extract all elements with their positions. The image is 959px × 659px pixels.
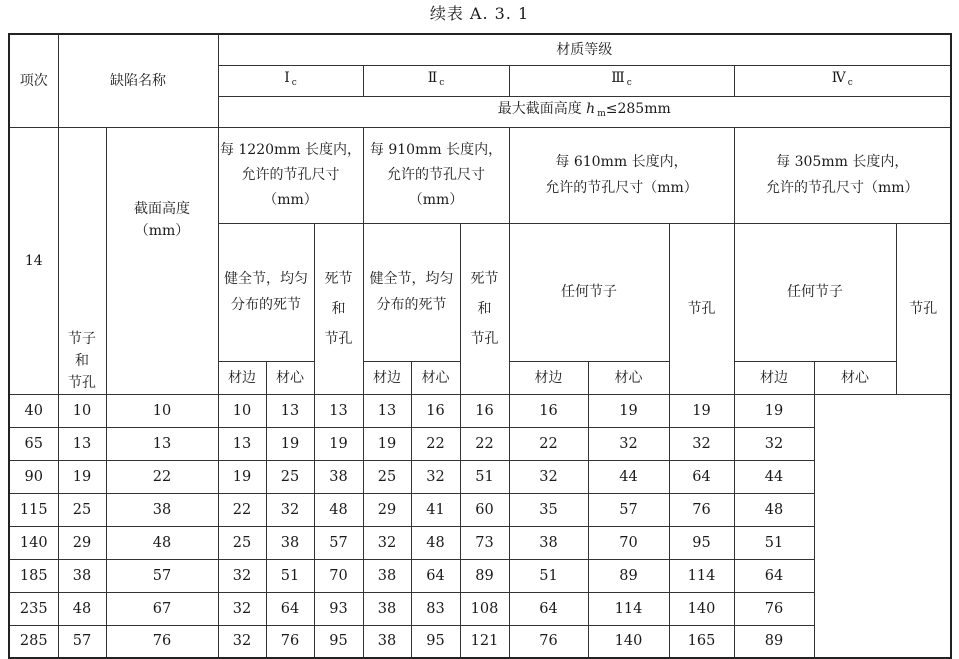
grade-3c: Ⅲ $_c$ <box>509 65 734 96</box>
value-cell-iv-center: 95 <box>669 526 734 559</box>
value-cell-iv-center: 64 <box>669 460 734 493</box>
value-cell-ii-dead-knot: 32 <box>363 526 411 559</box>
value-cell-iii-edge: 16 <box>411 394 460 427</box>
value-cell-ii-dead-knot: 19 <box>363 427 411 460</box>
value-cell-iv-knot-hole: 48 <box>734 493 814 526</box>
center-header-3: 材心 <box>588 361 669 394</box>
value-cell-i-dead-knot: 32 <box>218 592 266 625</box>
grade-2c: Ⅱ $_c$ <box>363 65 509 96</box>
defect-name-header: 缺陷名称 <box>58 34 218 127</box>
value-cell-i-edge: 38 <box>58 559 106 592</box>
edge-header-2: 材边 <box>363 361 411 394</box>
value-cell-ii-dead-knot: 29 <box>363 493 411 526</box>
value-cell-i-center: 48 <box>106 526 218 559</box>
item-number: 14 <box>9 127 58 394</box>
material-grade-header: 材质等级 <box>218 34 951 65</box>
value-cell-iv-center: 32 <box>669 427 734 460</box>
value-cell-iii-center: 108 <box>460 592 509 625</box>
knot-table <box>8 33 952 659</box>
value-cell-iii-center: 22 <box>460 427 509 460</box>
section-height-cell: 115 <box>9 493 58 526</box>
per-length-305: 每 305mm 长度内， 允许的节孔尺寸（mm） <box>734 127 951 223</box>
knot-hole-header-3: 节孔 <box>669 223 734 394</box>
value-cell-ii-edge: 13 <box>266 394 314 427</box>
value-cell-iii-edge: 41 <box>411 493 460 526</box>
section-height-cell: 140 <box>9 526 58 559</box>
value-cell-iv-edge: 89 <box>588 559 669 592</box>
value-cell-i-center: 57 <box>106 559 218 592</box>
value-cell-iii-center: 121 <box>460 625 509 658</box>
value-cell-iv-edge: 19 <box>588 394 669 427</box>
item-no-header: 项次 <box>9 34 58 127</box>
section-height-cell: 90 <box>9 460 58 493</box>
section-height-cell: 185 <box>9 559 58 592</box>
value-cell-iv-knot-hole: 19 <box>734 394 814 427</box>
value-cell-iv-edge: 140 <box>588 625 669 658</box>
value-cell-iv-knot-hole: 89 <box>734 625 814 658</box>
value-cell-i-center: 22 <box>106 460 218 493</box>
value-cell-i-center: 76 <box>106 625 218 658</box>
sound-knot-header-1: 健全节，均匀 分布的死节 <box>218 223 314 361</box>
value-cell-i-edge: 25 <box>58 493 106 526</box>
value-cell-ii-center: 48 <box>314 493 363 526</box>
table-title: 续表 A. 3. 1 <box>429 4 530 23</box>
table-row <box>9 460 951 493</box>
value-cell-iii-knot-hole: 51 <box>509 559 588 592</box>
value-cell-i-dead-knot: 25 <box>218 526 266 559</box>
value-cell-i-center: 38 <box>106 493 218 526</box>
value-cell-i-dead-knot: 22 <box>218 493 266 526</box>
value-cell-i-dead-knot: 32 <box>218 625 266 658</box>
value-cell-iv-knot-hole: 51 <box>734 526 814 559</box>
value-cell-ii-center: 57 <box>314 526 363 559</box>
value-cell-i-dead-knot: 19 <box>218 460 266 493</box>
value-cell-iv-edge: 32 <box>588 427 669 460</box>
value-cell-i-edge: 10 <box>58 394 106 427</box>
value-cell-ii-edge: 38 <box>266 526 314 559</box>
value-cell-iv-center: 114 <box>669 559 734 592</box>
value-cell-i-edge: 13 <box>58 427 106 460</box>
value-cell-iii-center: 73 <box>460 526 509 559</box>
value-cell-ii-center: 38 <box>314 460 363 493</box>
table-row <box>9 493 951 526</box>
per-length-1220: 每 1220mm 长度内， 允许的节孔尺寸 （mm） <box>218 127 363 223</box>
value-cell-i-edge: 29 <box>58 526 106 559</box>
value-cell-iii-edge: 22 <box>411 427 460 460</box>
value-cell-iv-edge: 57 <box>588 493 669 526</box>
value-cell-i-edge: 48 <box>58 592 106 625</box>
per-length-610: 每 610mm 长度内， 允许的节孔尺寸（mm） <box>509 127 734 223</box>
value-cell-iv-center: 165 <box>669 625 734 658</box>
value-cell-ii-center: 93 <box>314 592 363 625</box>
value-cell-ii-center: 19 <box>314 427 363 460</box>
any-knot-header-3: 任何节子 <box>509 223 669 361</box>
value-cell-iii-edge: 32 <box>411 460 460 493</box>
value-cell-iii-knot-hole: 22 <box>509 427 588 460</box>
dead-knot-header-1: 死节 和 节孔 <box>314 223 363 394</box>
table-row <box>9 592 951 625</box>
value-cell-ii-center: 70 <box>314 559 363 592</box>
value-cell-iii-knot-hole: 76 <box>509 625 588 658</box>
edge-header-4: 材边 <box>734 361 814 394</box>
value-cell-iv-center: 19 <box>669 394 734 427</box>
value-cell-iv-center: 76 <box>669 493 734 526</box>
value-cell-ii-edge: 32 <box>266 493 314 526</box>
value-cell-ii-edge: 25 <box>266 460 314 493</box>
value-cell-iii-center: 51 <box>460 460 509 493</box>
value-cell-ii-center: 95 <box>314 625 363 658</box>
section-height-cell: 40 <box>9 394 58 427</box>
value-cell-ii-dead-knot: 38 <box>363 559 411 592</box>
value-cell-iii-edge: 64 <box>411 559 460 592</box>
value-cell-iv-knot-hole: 64 <box>734 559 814 592</box>
value-cell-iv-knot-hole: 44 <box>734 460 814 493</box>
value-cell-i-edge: 19 <box>58 460 106 493</box>
data-rows <box>9 394 951 658</box>
item-name: 节子 和 节孔 <box>58 127 106 394</box>
value-cell-iii-knot-hole: 16 <box>509 394 588 427</box>
section-height-cell: 65 <box>9 427 58 460</box>
value-cell-ii-edge: 76 <box>266 625 314 658</box>
grade-4c: Ⅳ $_c$ <box>734 65 951 96</box>
table-row <box>9 394 951 427</box>
section-height-cell: 285 <box>9 625 58 658</box>
max-height-header: 最大截面高度 h $_m$≤285mm <box>218 96 951 127</box>
sound-knot-header-2: 健全节，均匀 分布的死节 <box>363 223 460 361</box>
value-cell-i-dead-knot: 13 <box>218 427 266 460</box>
value-cell-iv-edge: 114 <box>588 592 669 625</box>
value-cell-ii-dead-knot: 13 <box>363 394 411 427</box>
value-cell-i-edge: 57 <box>58 625 106 658</box>
value-cell-iii-knot-hole: 32 <box>509 460 588 493</box>
table-row <box>9 559 951 592</box>
grade-1c: Ⅰ $_c$ <box>218 65 363 96</box>
value-cell-iv-edge: 70 <box>588 526 669 559</box>
edge-header-1: 材边 <box>218 361 266 394</box>
value-cell-ii-edge: 51 <box>266 559 314 592</box>
center-header-4: 材心 <box>814 361 896 394</box>
value-cell-ii-edge: 64 <box>266 592 314 625</box>
value-cell-ii-dead-knot: 25 <box>363 460 411 493</box>
value-cell-i-center: 13 <box>106 427 218 460</box>
dead-knot-header-2: 死节 和 节孔 <box>460 223 509 394</box>
value-cell-i-center: 10 <box>106 394 218 427</box>
value-cell-iii-knot-hole: 64 <box>509 592 588 625</box>
value-cell-iv-center: 140 <box>669 592 734 625</box>
value-cell-iv-knot-hole: 76 <box>734 592 814 625</box>
section-height-header: 截面高度 （mm） <box>106 127 218 394</box>
value-cell-ii-dead-knot: 38 <box>363 625 411 658</box>
value-cell-iii-knot-hole: 35 <box>509 493 588 526</box>
table-row <box>9 427 951 460</box>
value-cell-iii-center: 89 <box>460 559 509 592</box>
value-cell-iii-edge: 95 <box>411 625 460 658</box>
edge-header-3: 材边 <box>509 361 588 394</box>
value-cell-i-dead-knot: 32 <box>218 559 266 592</box>
value-cell-iii-center: 16 <box>460 394 509 427</box>
table-row <box>9 526 951 559</box>
value-cell-iii-knot-hole: 38 <box>509 526 588 559</box>
value-cell-iv-edge: 44 <box>588 460 669 493</box>
value-cell-iii-edge: 48 <box>411 526 460 559</box>
table-row <box>9 625 951 658</box>
any-knot-header-4: 任何节子 <box>734 223 896 361</box>
section-height-cell: 235 <box>9 592 58 625</box>
value-cell-iii-edge: 83 <box>411 592 460 625</box>
center-header-2: 材心 <box>411 361 460 394</box>
per-length-910: 每 910mm 长度内， 允许的节孔尺寸 （mm） <box>363 127 509 223</box>
value-cell-iii-center: 60 <box>460 493 509 526</box>
value-cell-i-center: 67 <box>106 592 218 625</box>
value-cell-i-dead-knot: 10 <box>218 394 266 427</box>
knot-hole-header-4: 节孔 <box>896 223 951 394</box>
center-header-1: 材心 <box>266 361 314 394</box>
value-cell-iv-knot-hole: 32 <box>734 427 814 460</box>
value-cell-ii-dead-knot: 38 <box>363 592 411 625</box>
value-cell-ii-center: 13 <box>314 394 363 427</box>
value-cell-ii-edge: 19 <box>266 427 314 460</box>
